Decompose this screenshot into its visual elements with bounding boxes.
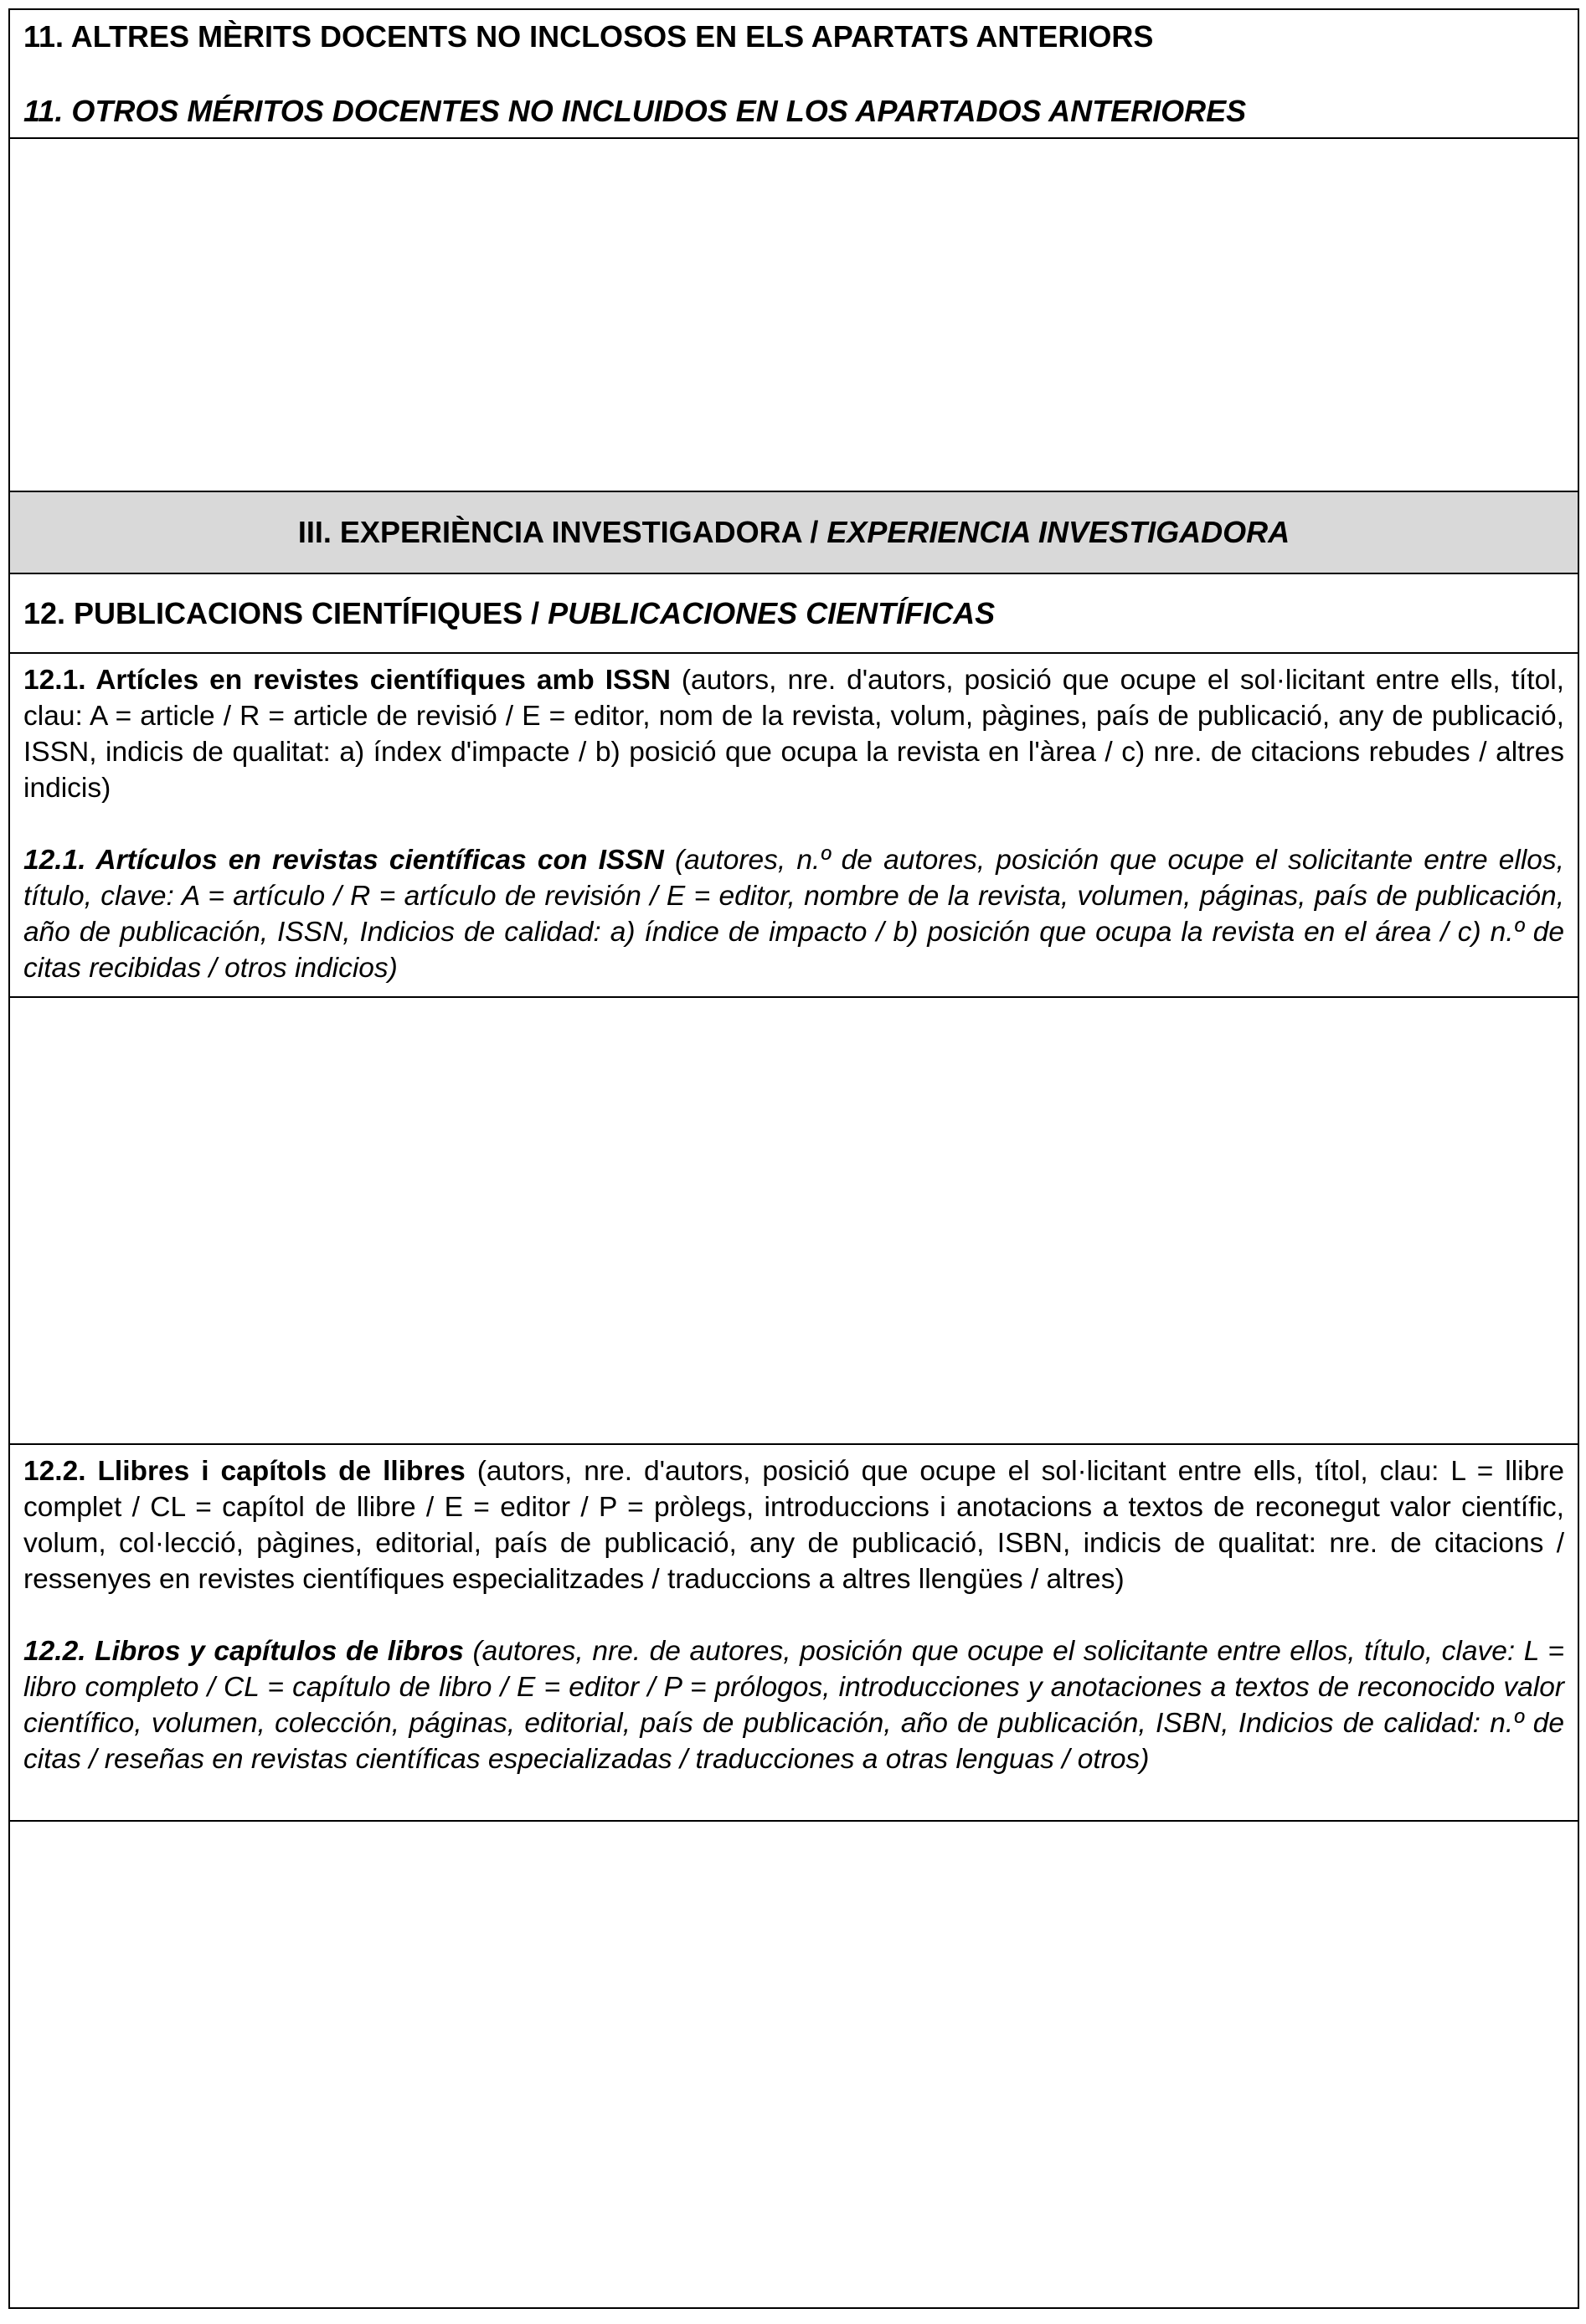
section-12-title-es: PUBLICACIONES CIENTÍFICAS — [548, 595, 996, 630]
section-12-1-title-es: 12.1. Artículos en revistas científicas con ISSN — [23, 845, 664, 876]
section-11-title-es: 11. OTROS MÉRITOS DOCENTES NO INCLUIDOS EN LOS APARTADOS ANTERIORES — [23, 94, 1247, 128]
section-12-2-detail-ca: (autors, nre. d'autors, posició que ocupe el sol·licitant entre ells, títol, clau: L = llibre complet / CL = capítol de llibre / E = editor / P = pròlegs, introduccions i anotacions a textos de reconegut valor científic, volum, col·lecció, pàgines, editorial, país de publicació, any de publicació, ISBN, indicis de qualitat: nre. de citacions / ressenyes en revistes científiques especialitzades / traduccions a altres llengües / altres) — [23, 1456, 1564, 1595]
section-11-header — [10, 10, 1578, 139]
section-iii-title-ca: III. EXPERIÈNCIA INVESTIGADORA / — [297, 515, 819, 549]
section-12-2-title-ca: 12.2. Llibres i capítols de llibres — [23, 1456, 466, 1487]
section-12-2-description — [10, 1445, 1578, 1822]
section-12-2-text-es — [23, 1633, 1564, 1777]
section-12-1-detail-ca: (autors, nre. d'autors, posició que ocupe el sol·licitant entre ells, títol, clau: A = article / R = article de revisió / E = editor, nom de la revista, volum, pàgines, país de publicació, any de publicació, ISSN, indicis de qualitat: a) índex d'impacte / b) posició que ocupa la revista en l'àrea / c) nre. de citacions rebudes / altres indicis) — [23, 665, 1564, 804]
section-12-1-text-ca — [23, 662, 1564, 806]
section-12-header — [10, 574, 1578, 654]
section-iii-title-es: EXPERIENCIA INVESTIGADORA — [826, 515, 1290, 549]
merits-form — [8, 8, 1579, 2309]
section-11-title-ca: 11. ALTRES MÈRITS DOCENTS NO INCLOSOS EN ELS APARTATS ANTERIORS — [23, 19, 1154, 54]
section-12-2-title-es: 12.2. Libros y capítulos de libros — [23, 1636, 464, 1667]
section-12-2-text-ca — [23, 1453, 1564, 1597]
section-12-2-detail-es: (autores, nre. de autores, posición que ocupe el solicitante entre ellos, título, clave: L = libro completo / CL = capítulo de libro / E = editor / P = prólogos, introducciones y anotaciones a textos de reconocido valor científico, volumen, colección, páginas, editorial, país de publicación, año de publicación, ISBN, Indicios de calidad: n.º de citas / reseñas en revistas científicas especializadas / traducciones a otras lenguas / otros) — [23, 1636, 1564, 1775]
section-11-entry-area[interactable] — [10, 139, 1578, 492]
section-12-1-title-ca: 12.1. Artícles en revistes científiques amb ISSN — [23, 665, 671, 696]
section-12-2-entry-area[interactable] — [10, 1822, 1578, 2309]
section-12-1-text-es — [23, 842, 1564, 986]
section-12-1-description — [10, 654, 1578, 998]
section-12-1-detail-es: (autores, n.º de autores, posición que ocupe el solicitante entre ellos, título, clave: A = artículo / R = artículo de revisión / E = editor, nombre de la revista, volumen, páginas, país de publicación, año de publicación, ISSN, Indicios de calidad: a) índice de impacto / b) posición que ocupa la revista en el área / c) n.º de citas recibidas / otros indicios) — [23, 845, 1564, 984]
section-12-title-ca: 12. PUBLICACIONS CIENTÍFIQUES / — [23, 595, 540, 630]
section-12-1-entry-area[interactable] — [10, 998, 1578, 1445]
section-iii-header — [10, 492, 1578, 574]
